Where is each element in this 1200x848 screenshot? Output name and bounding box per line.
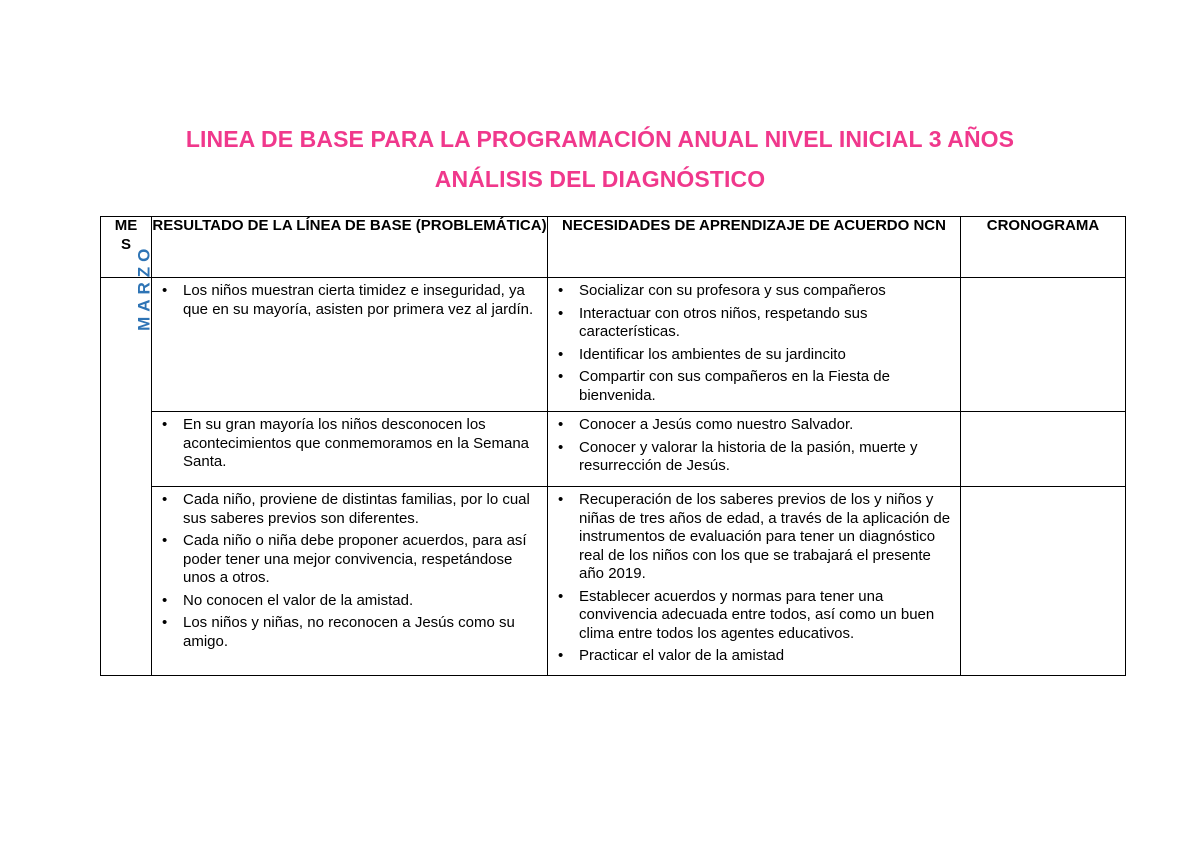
necesidades-cell	[548, 487, 961, 676]
cronograma-cell	[961, 278, 1126, 412]
list-item: • Socializar con su profesora y sus compañeros	[556, 282, 952, 301]
list-item: • Establecer acuerdos y normas para tener una convivencia adecuada entre todos, así como un buen clima entre todos los agentes educativos.	[556, 588, 952, 644]
month-label: MARZO	[134, 243, 154, 331]
resultado-cell	[152, 278, 548, 412]
necesidades-cell	[548, 278, 961, 412]
list-item: • Cada niño, proviene de distintas familias, por lo cual sus saberes previos son diferentes.	[160, 491, 539, 528]
list-item: • En su gran mayoría los niños desconocen los acontecimientos que conmemoramos en la Semana Santa.	[160, 416, 539, 472]
list-item: • Practicar el valor de la amistad	[556, 647, 952, 666]
document-title: LINEA DE BASE PARA LA PROGRAMACIÓN ANUAL NIVEL INICIAL 3 AÑOS	[185, 126, 1015, 152]
list-item: • Los niños muestran cierta timidez e inseguridad, ya que en su mayoría, asisten por primera vez al jardín.	[160, 282, 539, 319]
table-row	[101, 278, 1126, 412]
header-cronograma: CRONOGRAMA	[961, 217, 1126, 278]
cronograma-cell	[961, 412, 1126, 487]
list-item: • Compartir con sus compañeros en la Fiesta de bienvenida.	[556, 368, 952, 405]
header-resultado: RESULTADO DE LA LÍNEA DE BASE (PROBLEMÁTICA)	[152, 217, 548, 278]
necesidades-list	[548, 487, 960, 672]
list-item: • Conocer y valorar la historia de la pasión, muerte y resurrección de Jesús.	[556, 439, 952, 476]
resultado-cell	[152, 412, 548, 487]
list-item: • Identificar los ambientes de su jardincito	[556, 346, 952, 365]
list-item: • Conocer a Jesús como nuestro Salvador.	[556, 416, 952, 435]
necesidades-list	[548, 412, 960, 482]
document-subtitle: ANÁLISIS DEL DIAGNÓSTICO	[434, 166, 766, 192]
table-row	[101, 487, 1126, 676]
list-item: • Interactuar con otros niños, respetando sus características.	[556, 305, 952, 342]
header-necesidades: NECESIDADES DE APRENDIZAJE DE ACUERDO NCN	[548, 217, 961, 278]
necesidades-list	[548, 278, 960, 411]
list-item: • No conocen el valor de la amistad.	[160, 592, 539, 611]
resultado-list	[152, 412, 547, 478]
necesidades-cell	[548, 412, 961, 487]
resultado-cell	[152, 487, 548, 676]
list-item: • Los niños y niñas, no reconocen a Jesús como su amigo.	[160, 614, 539, 651]
list-item: • Cada niño o niña debe proponer acuerdos, para así poder tener una mejor convivencia, respetándose unos a otros.	[160, 532, 539, 588]
table-header-row	[101, 217, 1126, 278]
month-cell	[101, 243, 154, 676]
list-item: • Recuperación de los saberes previos de los y niños y niñas de tres años de edad, a través de la aplicación de instrumentos de evaluación para tener un diagnóstico real de los niños con los que se trabajará el presente año 2019.	[556, 491, 952, 584]
resultado-list	[152, 278, 547, 325]
baseline-table	[100, 216, 1126, 676]
resultado-list	[152, 487, 547, 657]
header-mes: ME S	[101, 217, 152, 278]
cronograma-cell	[961, 487, 1126, 676]
table-row	[101, 412, 1126, 487]
